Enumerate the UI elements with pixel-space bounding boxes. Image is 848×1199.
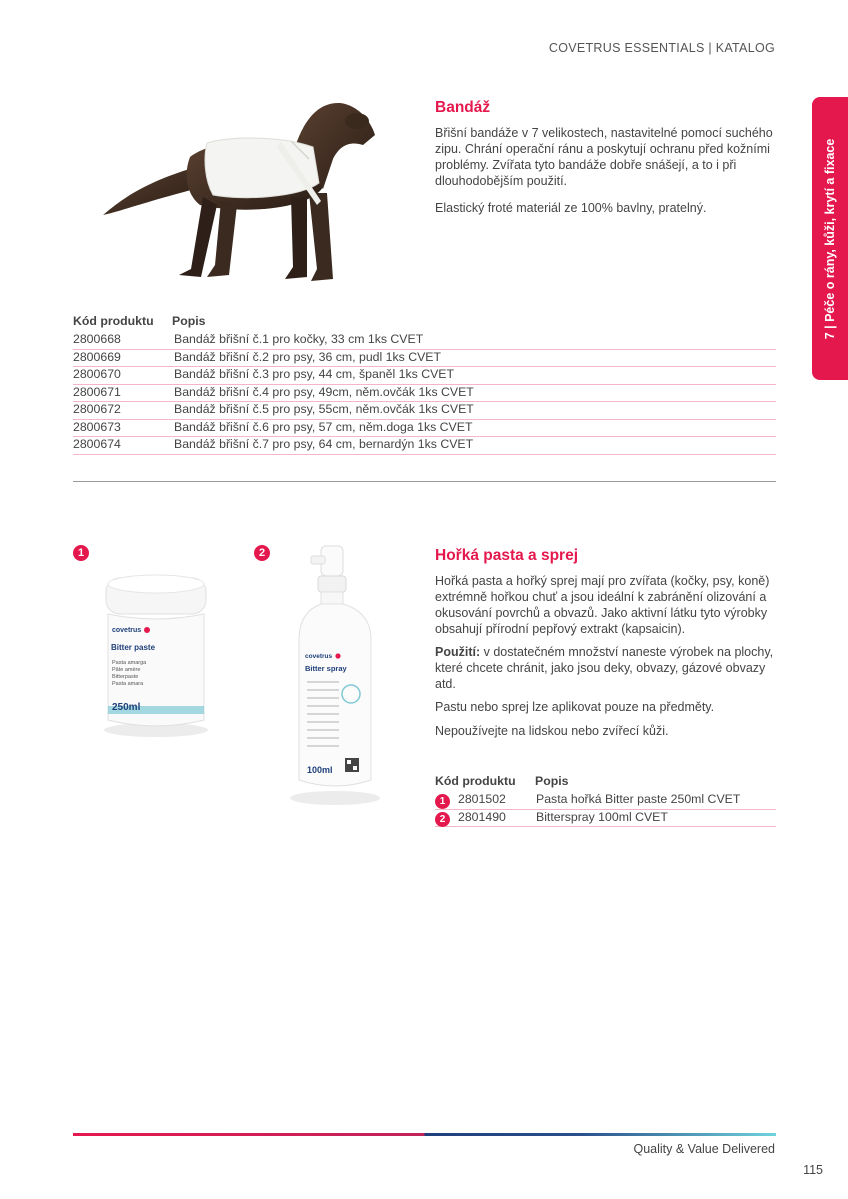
footer-gradient-line xyxy=(73,1133,776,1136)
table-row xyxy=(73,402,776,420)
jar-line-4: Pasta amara xyxy=(112,681,144,687)
table-header xyxy=(73,314,776,332)
product-code: 2801502 xyxy=(458,792,506,806)
row-badge: 1 xyxy=(435,793,450,809)
usage-text: v dostatečném množství naneste výrobek na plochy, které chcete chránit, jako jsou deky, obvazy, gázové obvazy atd. xyxy=(435,645,774,691)
spray-product-name: Bitter spray xyxy=(305,664,347,673)
table-row xyxy=(435,792,776,810)
table-row xyxy=(73,367,776,385)
table-header xyxy=(435,774,776,792)
header-code: Kód produktu xyxy=(435,774,516,788)
product-description: Bandáž břišní č.1 pro kočky, 33 cm 1ks CVET xyxy=(174,332,424,346)
product-code: 2800672 xyxy=(73,402,121,416)
badge-2: 2 xyxy=(254,545,270,561)
bitter-description: Hořká pasta a hořký sprej mají pro zvířata (kočky, psy, koně) extrémně hořkou chuť a jsou ideální k zabránění olizování a okusování povrchů a obvazů. Jako aktivní látku tyto výrobky obsahují přírodní pepřový extrakt (kapsaicin). xyxy=(435,574,770,636)
section-divider xyxy=(73,481,776,482)
product-description: Bandáž břišní č.2 pro psy, 36 cm, pudl 1ks CVET xyxy=(174,349,442,364)
product-code: 2800673 xyxy=(73,419,121,434)
spray-volume: 100ml xyxy=(307,765,333,775)
header-code: Kód produktu xyxy=(73,314,154,328)
bitter-spray-bottle-image xyxy=(285,540,385,810)
header-description: Popis xyxy=(535,774,569,788)
jar-line-1: Pasta amarga xyxy=(112,660,147,666)
bitter-note-skin: Nepoužívejte na lidskou nebo zvířecí kůži. xyxy=(435,724,669,738)
jar-volume: 250ml xyxy=(112,702,141,713)
bitter-paste-jar-image xyxy=(100,570,215,740)
table-row xyxy=(435,810,776,828)
bandage-product-table xyxy=(73,314,776,455)
jar-line-3: Bitterpaste xyxy=(112,674,139,680)
badge-1: 1 xyxy=(73,545,89,561)
product-code: 2801490 xyxy=(458,809,506,824)
product-code: 2800674 xyxy=(73,437,121,451)
product-code: 2800670 xyxy=(73,367,121,381)
chapter-side-tab[interactable] xyxy=(812,97,848,380)
product-description: Bitterspray 100ml CVET xyxy=(536,809,668,824)
footer-tagline: Quality & Value Delivered xyxy=(633,1142,775,1156)
jar-brand: covetrus xyxy=(112,627,142,634)
bandage-title: Bandáž xyxy=(435,99,491,116)
product-description: Bandáž břišní č.6 pro psy, 57 cm, něm.doga 1ks CVET xyxy=(174,419,473,434)
bandage-description: Břišní bandáže v 7 velikostech, nastavitelné pomocí suchého zipu. Chrání operační ránu a poskytují ochranu před kožními problémy. Zvířata tyto bandáže dobře snášejí, a to i při dlouhodobějším použití. xyxy=(435,126,773,188)
table-row xyxy=(73,420,776,438)
table-row xyxy=(73,437,776,455)
usage-label: Použití: xyxy=(435,645,481,659)
product-description: Bandáž břišní č.5 pro psy, 55cm, něm.ovčák 1ks CVET xyxy=(174,402,474,416)
page-number: 115 xyxy=(803,1163,823,1177)
table-row xyxy=(73,350,776,368)
product-description: Bandáž břišní č.3 pro psy, 44 cm, španěl 1ks CVET xyxy=(174,367,454,381)
bitter-title: Hořká pasta a sprej xyxy=(435,547,579,564)
bandage-material: Elastický froté materiál ze 100% bavlny, pratelný. xyxy=(435,201,707,215)
product-description: Bandáž břišní č.7 pro psy, 64 cm, bernardýn 1ks CVET xyxy=(174,437,474,451)
bitter-product-table xyxy=(435,774,776,827)
table-row xyxy=(73,385,776,403)
row-badge: 2 xyxy=(435,811,450,827)
catalog-header: COVETRUS ESSENTIALS | KATALOG xyxy=(548,41,775,55)
header-description: Popis xyxy=(172,314,206,328)
jar-product-name: Bitter paste xyxy=(111,643,156,652)
bitter-usage xyxy=(435,644,775,692)
spray-brand: covetrus xyxy=(305,653,333,660)
product-description: Pasta hořká Bitter paste 250ml CVET xyxy=(536,792,741,806)
product-code: 2800671 xyxy=(73,384,121,399)
bitter-note-objects: Pastu nebo sprej lze aplikovat pouze na předměty. xyxy=(435,700,715,714)
chapter-tab-label: 7 | Péče o rány, kůži, krytí a fixace xyxy=(823,138,837,339)
product-code: 2800668 xyxy=(73,332,121,346)
dog-bandage-image xyxy=(95,97,385,295)
product-description: Bandáž břišní č.4 pro psy, 49cm, něm.ovčák 1ks CVET xyxy=(174,384,474,399)
product-code: 2800669 xyxy=(73,349,121,364)
jar-line-2: Pâte amère xyxy=(112,667,141,673)
table-row xyxy=(73,332,776,350)
